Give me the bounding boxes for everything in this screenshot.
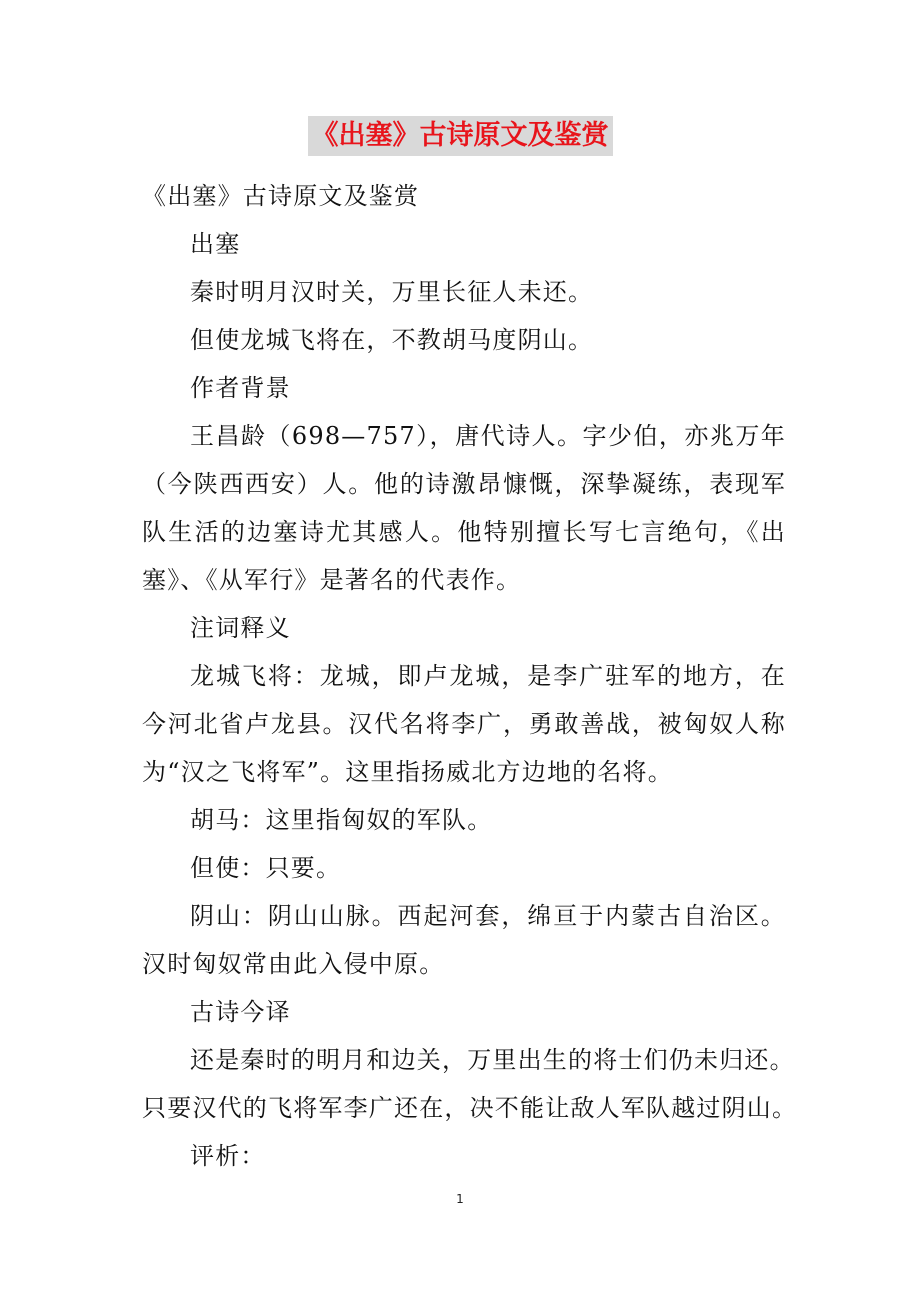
document-body [142,172,798,1180]
document-title: 《出塞》古诗原文及鉴赏 [308,116,613,156]
translation-line-2: 只要汉代的飞将军李广还在，决不能让敌人军队越过阴山。 [142,1094,798,1122]
poem-heading: 出塞 [190,230,241,258]
note-danshi: 但使：只要。 [190,854,342,882]
notes-heading: 注词释义 [190,614,291,642]
note-longcheng: 龙城飞将：龙城，即卢龙城，是李广驻军的地方，在今河北省卢龙县。汉代名将李广，勇敢善战，被匈奴人称为“汉之飞将军”。这里指扬威北方边地的名将。 [142,662,786,786]
note-huma: 胡马：这里指匈奴的军队。 [190,806,493,834]
author-heading: 作者背景 [190,374,291,402]
translation-heading: 古诗今译 [190,998,291,1026]
analysis-heading: 评析： [190,1142,266,1170]
author-text: 王昌龄（698—757），唐代诗人。字少伯，亦兆万年（今陕西西安）人。他的诗激昂慷慨，深挚凝练，表现军队生活的边塞诗尤其感人。他特别擅长写七言绝句，《出塞》、《从军行》是著名的代表作。 [142,422,786,594]
poem-line-1: 秦时明月汉时关，万里长征人未还。 [190,278,594,306]
page-number: 1 [456,1192,464,1206]
document-subtitle: 《出塞》古诗原文及鉴赏 [142,182,420,210]
note-yinshan: 阴山：阴山山脉。西起河套，绵亘于内蒙古自治区。汉时匈奴常由此入侵中原。 [142,902,786,978]
title-container [0,116,920,156]
translation-line-1: 还是秦时的明月和边关，万里出生的将士们仍未归还。 [190,1046,795,1074]
poem-line-2: 但使龙城飞将在，不教胡马度阴山。 [190,326,594,354]
